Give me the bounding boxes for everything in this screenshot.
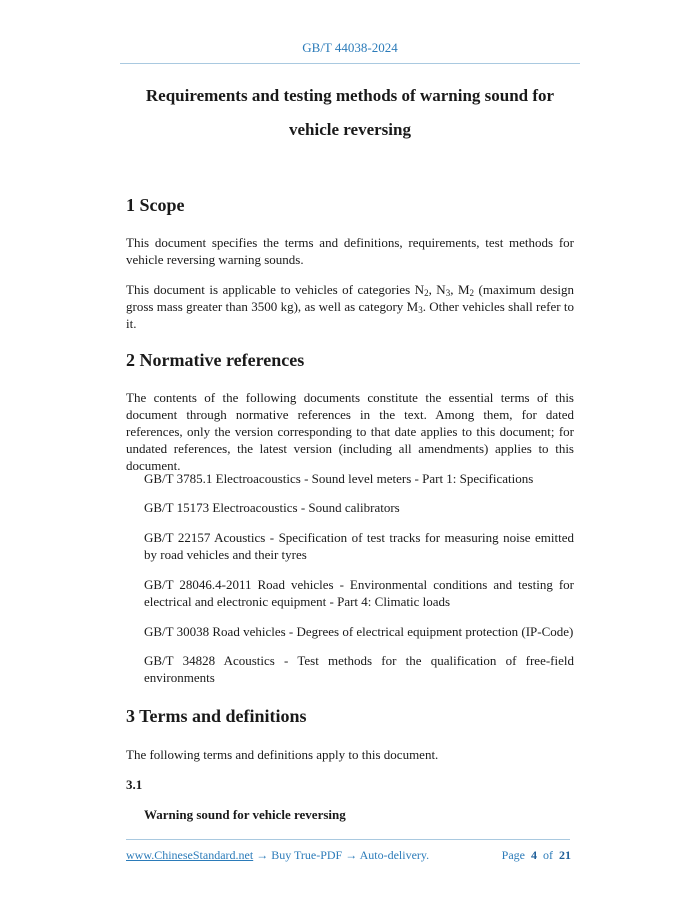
document-title-line-1: Requirements and testing methods of warning sound for bbox=[145, 86, 555, 105]
reference-item: GB/T 30038 Road vehicles - Degrees of electrical equipment protection (IP-Code) bbox=[144, 624, 574, 639]
arrow-right-icon: → bbox=[256, 848, 269, 862]
scope-p2-text-e: . Other vehicles shall refer to it. bbox=[126, 299, 574, 331]
arrow-right-icon: → bbox=[345, 848, 358, 862]
reference-item: GB/T 15173 Electroacoustics - Sound calibrators bbox=[144, 500, 400, 515]
section-heading-scope: 1 Scope bbox=[126, 195, 185, 215]
category-subscript: 2 bbox=[424, 288, 429, 298]
scope-p2-text-c: , M bbox=[450, 282, 470, 297]
scope-paragraph-2 bbox=[126, 281, 574, 332]
page-label: Page bbox=[501, 848, 525, 862]
category-subscript: 2 bbox=[469, 288, 475, 298]
footer-divider bbox=[126, 839, 570, 840]
term-heading: Warning sound for vehicle reversing bbox=[144, 807, 346, 822]
scope-p2-text-a: This document is applicable to vehicles of categories N bbox=[126, 282, 425, 297]
reference-item: GB/T 34828 Acoustics - Test methods for the qualification of free-field environments bbox=[144, 653, 574, 685]
reference-item: GB/T 22157 Acoustics - Specification of test tracks for measuring noise emitted by road vehicles and their tyres bbox=[144, 530, 574, 562]
page-current: 4 bbox=[531, 848, 537, 862]
reference-item: GB/T 3785.1 Electroacoustics - Sound level meters - Part 1: Specifications bbox=[144, 471, 534, 486]
clause-number: 3.1 bbox=[126, 777, 143, 792]
page-of-label: of bbox=[543, 848, 553, 862]
normative-intro-paragraph: The contents of the following documents constitute the essential terms of this document through normative references in the text. Among them, for dated references, only the version corresponding to that date applies to this document; for undated references, the latest version (including all amendments) applies to this document. bbox=[126, 390, 574, 473]
footer-links bbox=[126, 848, 429, 863]
scope-p2-text-d: (maximum design gross mass greater than 3500 kg), as well as category M bbox=[126, 282, 574, 314]
category-subscript: 3 bbox=[445, 288, 451, 298]
page-indicator bbox=[502, 848, 571, 863]
terms-intro-paragraph: The following terms and definitions apply to this document. bbox=[126, 747, 439, 762]
header-standard-code: GB/T 44038-2024 bbox=[302, 40, 398, 55]
section-heading-normative-references: 2 Normative references bbox=[126, 350, 305, 370]
page-total: 21 bbox=[559, 848, 571, 862]
scope-p2-text-b: , N bbox=[428, 282, 446, 297]
buy-pdf-text: Buy True-PDF bbox=[271, 848, 343, 862]
scope-paragraph-1: This document specifies the terms and definitions, requirements, test methods for vehicle reversing warning sounds. bbox=[126, 235, 574, 267]
category-subscript: 3 bbox=[418, 305, 423, 315]
reference-item: GB/T 28046.4-2011 Road vehicles - Environmental conditions and testing for electrical and electronic equipment - Part 4: Climatic loads bbox=[144, 577, 574, 609]
header-divider bbox=[120, 63, 580, 64]
auto-delivery-text: Auto-delivery. bbox=[359, 848, 430, 862]
document-title-line-2: vehicle reversing bbox=[289, 120, 411, 139]
section-heading-terms-definitions: 3 Terms and definitions bbox=[126, 706, 307, 726]
website-link[interactable]: www.ChineseStandard.net bbox=[126, 848, 254, 862]
